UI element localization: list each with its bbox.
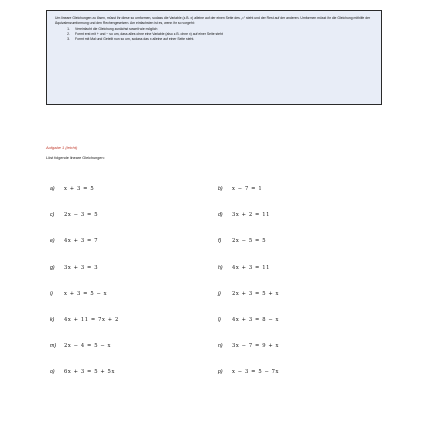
equation-item [50,238,98,244]
equation-text: 3x − 7 = 9 + x [232,343,280,349]
equation-text: 2x + 3 = 5 + x [232,291,280,297]
instructions-steps [55,27,373,42]
equation-label: c) [50,212,55,218]
equation-item [218,212,270,218]
equation-label: p) [218,369,223,375]
equation-text: 2x − 5 = 5 [232,238,267,244]
equation-label: j) [218,291,221,297]
equation-label: k) [50,317,55,323]
step-text: Formt mit Mal und Geteilt nun so um, sodass das x alleine auf einer Seite steht. [75,37,195,42]
equation-label: m) [50,343,57,349]
step-text: Vereinfacht die Gleichung zunächst soweit wie möglich [75,27,158,32]
task-title: Aufgabe 1 (leicht) [46,145,78,150]
equation-text: 4x + 3 = 7 [64,238,99,244]
equation-item [218,291,279,297]
equation-text: x − 3 = 5 − 7x [232,369,280,375]
equation-text: x + 3 = 5 [64,186,95,192]
equation-item [218,317,279,323]
equation-label: g) [50,265,55,271]
equation-item [218,343,279,349]
equation-label: e) [50,238,55,244]
equation-text: 4x + 3 = 8 − x [232,317,280,323]
equation-item [50,317,119,323]
equation-label: a) [50,186,55,192]
instructions-box [46,10,382,105]
equation-label: b) [218,186,223,192]
equation-label: n) [218,343,223,349]
equation-item [50,212,98,218]
equation-item [218,369,279,375]
instruction-step [55,37,373,42]
equation-text: 3x + 2 = 11 [232,212,271,218]
equation-item [218,186,262,192]
equation-text: 6x + 3 = 5 + 5x [64,369,115,375]
step-text: Formt erst mit + und − so um, dass alles ohne eine Variable (also z.B. ohne x) auf einer Seite steht [75,32,223,37]
equation-text: 4x + 3 = 11 [232,265,271,271]
task-instruction: Löst folgende lineare Gleichungen: [46,156,105,160]
equation-item [50,291,107,297]
equation-label: d) [218,212,223,218]
instructions-intro: Um lineare Gleichungen zu lösen, müsst ihr diese so umformen, sodass die Variable (z.B. x) alleine auf der einen Seite des „=“ steht und der Rest auf der anderen. Umformen müsst ihr die Gleichung mithilfe der Äquivalenzumformung und den Rechengesetzen. Am einfachsten ist es, wenn ihr so vorgeht: [55,16,371,26]
equation-label: f) [218,238,222,244]
step-number: 1. [67,27,70,32]
equation-text: 2x − 3 = 5 [64,212,99,218]
equation-text: 2x − 4 = 5 − x [64,343,112,349]
equation-item [50,186,94,192]
equation-text: 4x + 11 = 7x + 2 [64,317,119,323]
equation-item [50,265,98,271]
equation-label: h) [218,265,223,271]
equation-text: x + 3 = 5 − x [64,291,108,297]
equation-label: i) [50,291,53,297]
equation-text: x − 7 = 1 [232,186,263,192]
equation-item [218,238,266,244]
step-number: 2. [67,32,70,37]
equation-item [50,369,115,375]
step-number: 3. [67,37,70,42]
equation-label: o) [50,369,55,375]
equation-text: 3x + 3 = 3 [64,265,99,271]
equation-item [50,343,111,349]
equation-label: l) [218,317,221,323]
equation-item [218,265,270,271]
